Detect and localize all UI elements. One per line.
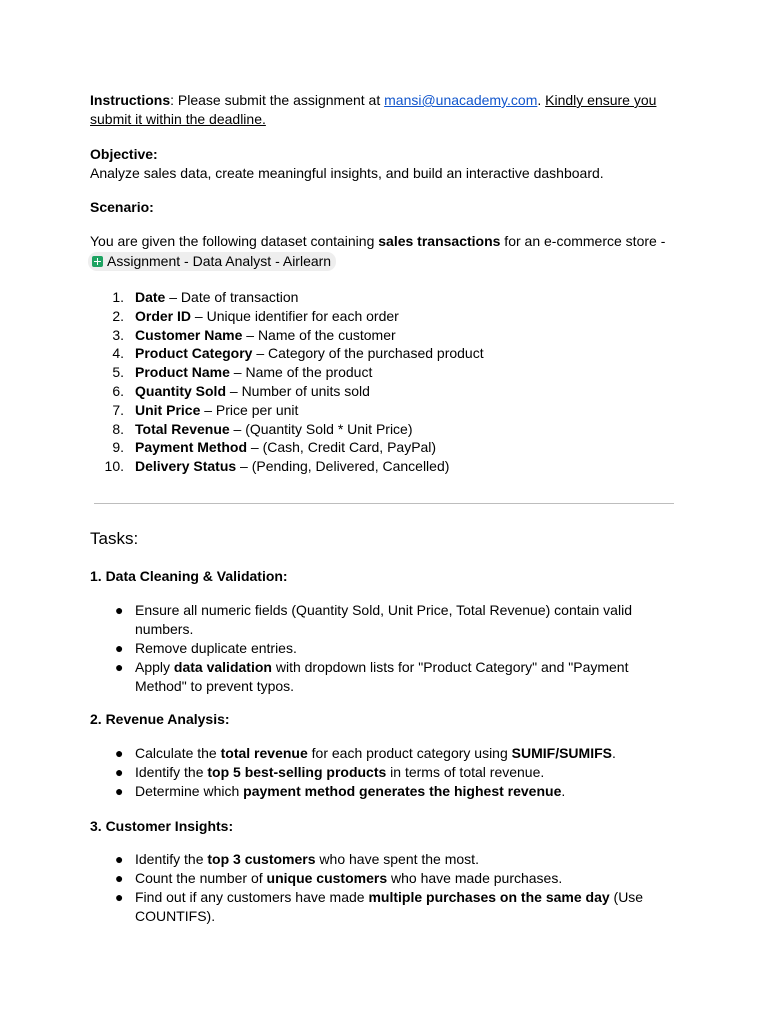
instructions-paragraph (90, 91, 690, 129)
list-number: 4. (112, 345, 124, 362)
bullet-text: who have made purchases. (387, 870, 563, 886)
bullet-text: for each product category using (307, 745, 512, 761)
field-name: Unit Price (135, 401, 201, 418)
bullet-icon: ● (115, 745, 124, 761)
fields-list (90, 288, 690, 476)
bullet-text: Identify the (135, 764, 208, 780)
objective-text: Analyze sales data, create meaningful insights, and build an interactive dashboard. (90, 165, 604, 181)
field-name: Delivery Status (135, 458, 237, 475)
task2-heading-block (90, 710, 690, 729)
field-desc: – Unique identifier for each order (191, 307, 399, 324)
bullet-text: with dropdown lists for "Product Category" and "Payment Method" to prevent typos. (135, 659, 629, 694)
bullet-text: Apply (135, 659, 174, 675)
fields-list-block (90, 288, 690, 476)
list-number: 3. (112, 326, 124, 343)
bullet-icon: ● (115, 602, 124, 618)
instructions-separator: . (537, 92, 546, 108)
horizontal-divider (94, 503, 674, 504)
field-name: Product Name (135, 364, 230, 381)
field-name: Customer Name (135, 326, 243, 343)
field-desc: – (Quantity Sold * Unit Price) (229, 420, 413, 437)
field-name: Total Revenue (135, 420, 230, 437)
list-item (90, 763, 680, 782)
bullet-bold: data validation (173, 659, 272, 675)
bullet-bold: multiple purchases on the same day (368, 889, 610, 905)
bullet-bold: total revenue (220, 745, 308, 761)
task1-heading-block (90, 567, 690, 586)
field-desc: – (Cash, Credit Card, PayPal) (247, 439, 437, 456)
bullet-icon: ● (115, 889, 124, 905)
field-desc: – Category of the purchased product (252, 345, 484, 362)
field-name: Date (135, 289, 166, 305)
list-item (90, 639, 680, 658)
field-desc: – Name of the product (229, 364, 373, 381)
list-number: 1. (112, 289, 124, 305)
list-item (90, 307, 690, 326)
task3-heading: 3. Customer Insights: (90, 818, 234, 834)
spreadsheet-chip[interactable] (88, 252, 336, 271)
bullet-text: Remove duplicate entries. (135, 640, 297, 656)
list-number: 10. (104, 458, 124, 475)
scenario-text-bold: sales transactions (378, 233, 501, 249)
task1-bullets-block (90, 601, 710, 696)
list-item (90, 420, 690, 439)
list-item (90, 288, 690, 307)
spreadsheet-chip-label: Assignment - Data Analyst - Airlearn (107, 253, 332, 269)
bullet-text: Determine which (135, 783, 244, 799)
google-sheets-icon (92, 256, 103, 267)
field-desc: – Price per unit (200, 401, 299, 418)
bullet-bold: top 3 customers (207, 851, 316, 867)
list-number: 2. (112, 307, 124, 324)
scenario-paragraph (90, 232, 730, 272)
bullet-icon: ● (115, 851, 124, 867)
list-number: 8. (112, 420, 124, 437)
field-desc: – Number of units sold (226, 382, 370, 399)
field-name: Order ID (135, 307, 192, 324)
bullet-text: Count the number of (135, 870, 267, 886)
bullet-text: . (612, 745, 616, 761)
list-item (90, 326, 690, 345)
task3-bullets (90, 850, 710, 926)
list-item (90, 457, 690, 476)
email-link[interactable]: mansi@unacademy.com (384, 92, 538, 108)
list-item (90, 850, 680, 869)
bullet-bold: SUMIF/SUMIFS (511, 745, 612, 761)
objective-heading: Objective: (90, 146, 158, 162)
task3-heading-block (90, 817, 690, 836)
field-desc: – Name of the customer (242, 326, 396, 343)
scenario-text-before: You are given the following dataset containing (90, 233, 379, 249)
field-name: Payment Method (135, 439, 248, 456)
bullet-text: who have spent the most. (315, 851, 479, 867)
list-item (90, 782, 680, 801)
instructions-text: : Please submit the assignment at (170, 92, 385, 108)
task1-bullets (90, 601, 710, 696)
task3-bullets-block (90, 850, 710, 926)
task2-heading: 2. Revenue Analysis: (90, 711, 230, 727)
task1-heading: 1. Data Cleaning & Validation: (90, 568, 288, 584)
list-item (90, 363, 690, 382)
bullet-text: . (561, 783, 566, 799)
bullet-icon: ● (115, 783, 124, 799)
scenario-heading-block (90, 198, 690, 217)
list-number: 7. (112, 401, 124, 418)
list-number: 5. (112, 364, 124, 381)
list-item (90, 438, 690, 457)
task2-bullets (90, 744, 710, 801)
list-item (90, 658, 680, 696)
bullet-text: in terms of total revenue. (386, 764, 545, 780)
deadline-note: Kindly ensure you submit it within the deadline. (90, 92, 657, 127)
list-number: 6. (112, 382, 124, 399)
bullet-text: Find out if any customers have made (135, 889, 369, 905)
list-item (90, 382, 690, 401)
bullet-icon: ● (115, 764, 124, 780)
bullet-text: Identify the (135, 851, 208, 867)
field-name: Quantity Sold (135, 382, 226, 399)
list-item (90, 344, 690, 363)
bullet-icon: ● (115, 659, 124, 675)
list-item (90, 888, 680, 926)
bullet-icon: ● (115, 640, 124, 656)
bullet-text: (Use COUNTIFS). (135, 889, 644, 924)
bullet-text: Calculate the (135, 745, 221, 761)
list-item (90, 744, 680, 763)
bullet-bold: unique customers (266, 870, 388, 886)
field-desc: – Date of transaction (165, 289, 299, 305)
scenario-text-after: for an e-commerce store - (500, 233, 666, 249)
tasks-heading: Tasks: (90, 529, 139, 548)
list-item (90, 869, 680, 888)
objective-section (90, 145, 690, 183)
bullet-icon: ● (115, 870, 124, 886)
field-name: Product Category (135, 345, 253, 362)
list-item (90, 401, 690, 420)
instructions-label: Instructions (90, 92, 171, 108)
scenario-heading: Scenario: (90, 199, 154, 215)
list-item (90, 601, 680, 639)
field-desc: – (Pending, Delivered, Cancelled) (236, 458, 450, 475)
bullet-text: Ensure all numeric fields (Quantity Sold, Unit Price, Total Revenue) contain valid numbers. (135, 602, 632, 637)
list-number: 9. (112, 439, 124, 456)
task2-bullets-block (90, 744, 710, 801)
bullet-bold: top 5 best-selling products (207, 764, 387, 780)
bullet-bold: payment method generates the highest revenue (243, 783, 562, 799)
